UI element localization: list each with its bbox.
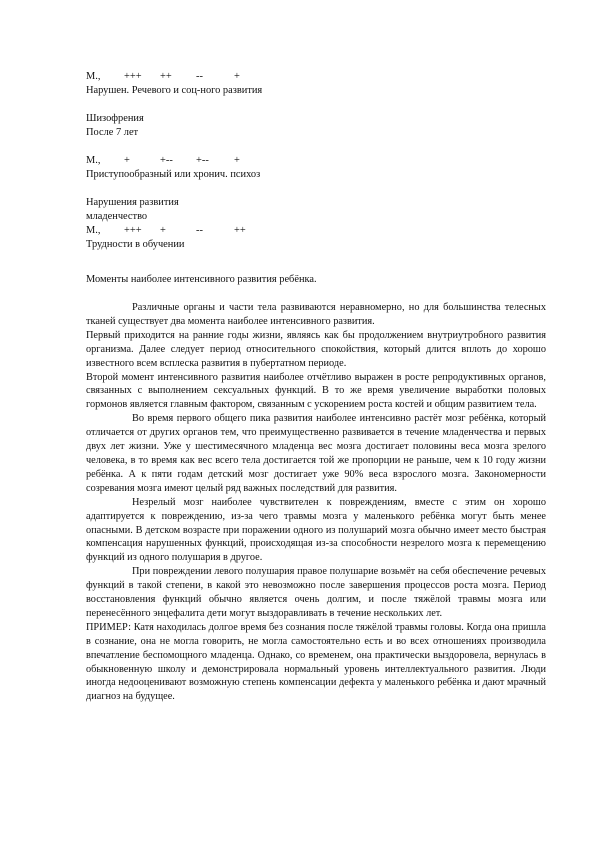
paragraph-text: ПРИМЕР: Катя находилась долгое время без сознания после тяжёлой травмы головы. Когда она пришла в сознание, она не могла говорить, не могла самостоятельно есть и во всех отношениях производила впечатление беспомощного младенца. Однако, со временем, она практически выздоровела, вернулась в обыкновенную школу и демонстрировала нормальный уровень интеллектуального развития. Люди иногда недооценивают возможную степень компенсации дефекта у маленького ребёнка и дают мрачный диагноз на будущее.: [86, 621, 546, 703]
score-mark: +: [160, 225, 166, 236]
score-row: [86, 70, 546, 84]
score-row: [86, 154, 546, 168]
score-row: [86, 224, 546, 238]
block-line: После 7 лет: [86, 127, 139, 138]
paragraph-list: [86, 301, 546, 704]
paragraph-text: Первый приходится на ранние годы жизни, являясь как бы продолжением внутриутробного развития организма. Далее следует период относительного спокойствия, который длится вплоть до хорошо известного всем всплеска развития в пубертатном периоде.: [86, 329, 546, 369]
score-mark: ++: [234, 225, 246, 236]
paragraph-text: При повреждении левого полушария правое полушарие возьмёт на себя обеспечение речевых функций в такой степени, в какой это невозможно после завершения процессов роста мозга. Период восстановления функций обычно является очень долгим, и после тяжёлой травмы мозга или перенесённого энцефалита дети могут выздоравливать в течение нескольких лет.: [86, 566, 546, 619]
paragraph: [86, 412, 546, 495]
block-title: Приступообразный или хронич. психоз: [86, 169, 261, 180]
paragraph: [86, 329, 546, 371]
score-mark: +++: [124, 71, 142, 82]
score-mark: +: [124, 155, 130, 166]
paragraph: [86, 565, 546, 621]
score-mark: +: [234, 71, 240, 82]
section-heading: Моменты наиболее интенсивного развития ребёнка.: [86, 274, 317, 285]
block-line: Нарушения развития: [86, 197, 179, 208]
score-label: М.,: [86, 225, 101, 236]
paragraph-text: Второй момент интенсивного развития наиболее отчётливо выражен в росте репродуктивных органов, связанных с выполнением сексуальных функций. В то же время увеличение выработки половых гормонов является главным фактором, связанным с ускорением роста костей и общим развитием тела.: [86, 371, 546, 411]
paragraph-text: Во время первого общего пика развития наиболее интенсивно растёт мозг ребёнка, который отличается от других органов тем, что преимущественно развивается в течение младенчества и первых двух лет жизни. Уже у шестимесячного младенца вес мозга достигает половины веса мозга зрелого человека, в то время как вес всего тела достигается той же пропорции не раньше, чем к 10 году жизни ребёнка. А к пяти годам детский мозг достигает уже 90% веса взрослого мозга. Закономерности созревания мозга имеют целый ряд важных последствий для развития.: [86, 413, 546, 494]
score-mark: --: [196, 71, 203, 82]
score-mark: +--: [196, 155, 209, 166]
paragraph: [86, 621, 546, 704]
score-mark: ++: [160, 71, 172, 82]
block-line: младенчество: [86, 211, 148, 222]
score-label: М.,: [86, 155, 101, 166]
paragraph-text: Различные органы и части тела развиваются неравномерно, но для большинства телесных тканей существует два момента наиболее интенсивного развития.: [86, 302, 546, 327]
score-mark: --: [196, 225, 203, 236]
score-mark: +--: [160, 155, 173, 166]
paragraph: [86, 301, 546, 329]
block-title: Трудности в обучении: [86, 239, 185, 250]
paragraph-text: Незрелый мозг наиболее чувствителен к повреждениям, вместе с этим он хорошо адаптируется к повреждению, из-за чего травмы мозга у маленького ребёнка могут быть менее опасными. В детском возрасте при поражении одного из полушарий мозга обычно имеет место быстрая компенсация нарушенных функций, происходящая из-за способности незрелого мозга к перемещению функций из одного полушария в другое.: [86, 496, 546, 564]
paragraph: [86, 496, 546, 566]
block-title: Нарушен. Речевого и соц-ного развития: [86, 85, 263, 96]
document-page: [86, 70, 546, 704]
score-mark: +++: [124, 225, 142, 236]
paragraph: [86, 371, 546, 413]
score-label: М.,: [86, 71, 101, 82]
score-mark: +: [234, 155, 240, 166]
block-line: Шизофрения: [86, 113, 144, 124]
